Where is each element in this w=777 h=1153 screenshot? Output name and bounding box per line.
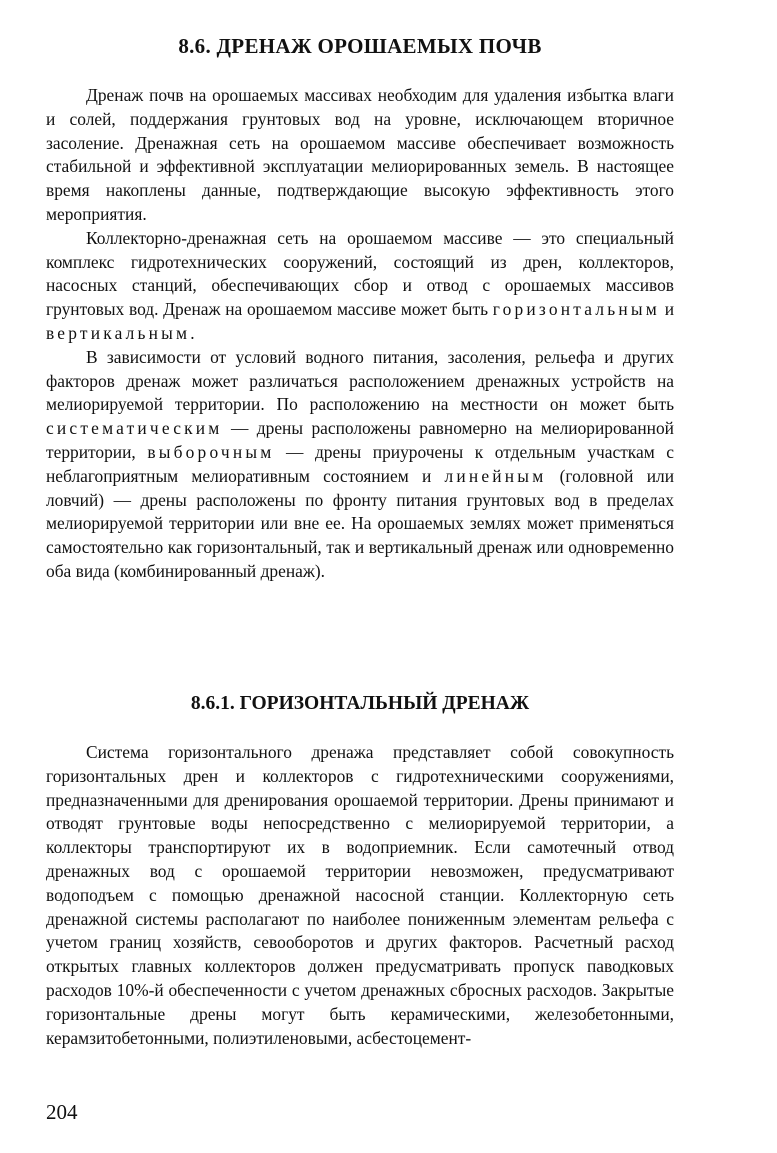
term-selective: выборочным — [147, 441, 275, 462]
term-linear: линейным — [444, 465, 547, 486]
paragraph-3: В зависимости от условий водного питания, засоления, рельефа и других факторов дренаж может различаться расположением дренажных устройств на мелиорируемой территории. По расположению на местности он может быть систематическим — дрены расположены равномерно на мелиорированной территории, выборочным — дрены приурочены к отдельным участкам с неблагоприятным мелиоративным состоянием и линейным (головной или ловчий) — дрены расположены по фронту питания грунтовых вод в пределах мелиорируемой территории или вне ее. На орошаемых землях может применяться самостоятельно как горизонтальный, так и вертикальный дренаж или одновременно оба вида (комбинированный дренаж). — [46, 346, 675, 581]
section-title: 8.6. ДРЕНАЖ ОРОШАЕМЫХ ПОЧВ — [178, 34, 542, 58]
term-vertical: вертикальным — [46, 322, 191, 343]
paragraph-1: Дренаж почв на орошаемых массивах необходим для удаления избытка влаги и солей, поддержания грунтовых вод на уровне, исключающем вторичное засоление. Дренажная сеть на орошаемом массиве обеспечивает возможность стабильной и эффективной эксплуатации мелиорированных земель. В настоящее время накоплены данные, подтверждающие высокую эффективность этого мероприятия. — [46, 85, 674, 224]
subsection-title: 8.6.1. ГОРИЗОНТАЛЬНЫЙ ДРЕНАЖ — [190, 693, 530, 714]
term-horizontal: горизонтальным — [492, 299, 660, 320]
section-body — [46, 84, 674, 584]
subsection-body — [46, 741, 674, 1050]
page-number: 204 — [46, 1100, 78, 1124]
paragraph-2: Коллекторно-дренажная сеть на орошаемом массиве — это специальный комплекс гидротехнических сооружений, состоящий из дрен, коллекторов, насосных станций, обеспечивающих сбор и отвод с орошаемых массивов грунтовых вод. Дренаж на орошаемом массиве может быть горизонтальным и вертикальным. — [46, 227, 675, 343]
term-systematic: систематическим — [46, 418, 223, 439]
paragraph-4: Система горизонтального дренажа представляет собой совокупность горизонтальных дрен и коллекторов с гидротехническими сооружениями, предназначенными для дренирования орошаемой территории. Дрены принимают и отводят грунтовые воды непосредственно с мелиорируемой территории, а коллекторы транспортируют их в водоприемник. Если самотечный отвод дренажных вод с орошаемой территории невозможен, предусматривают водоподъем с помощью дренажной насосной станции. Коллекторную сеть дренажной системы располагают по наиболее пониженным элементам рельефа с учетом границ хозяйств, севооборотов и других факторов. Расчетный расход открытых главных коллекторов должен предусматривать пропуск паводковых расходов 10%-й обеспеченности с учетом дренажных сбросных расходов. Закрытые горизонтальные дрены могут быть керамическими, железобетонными, керамзитобетонными, полиэтиленовыми, асбестоцемент- — [46, 742, 674, 1048]
